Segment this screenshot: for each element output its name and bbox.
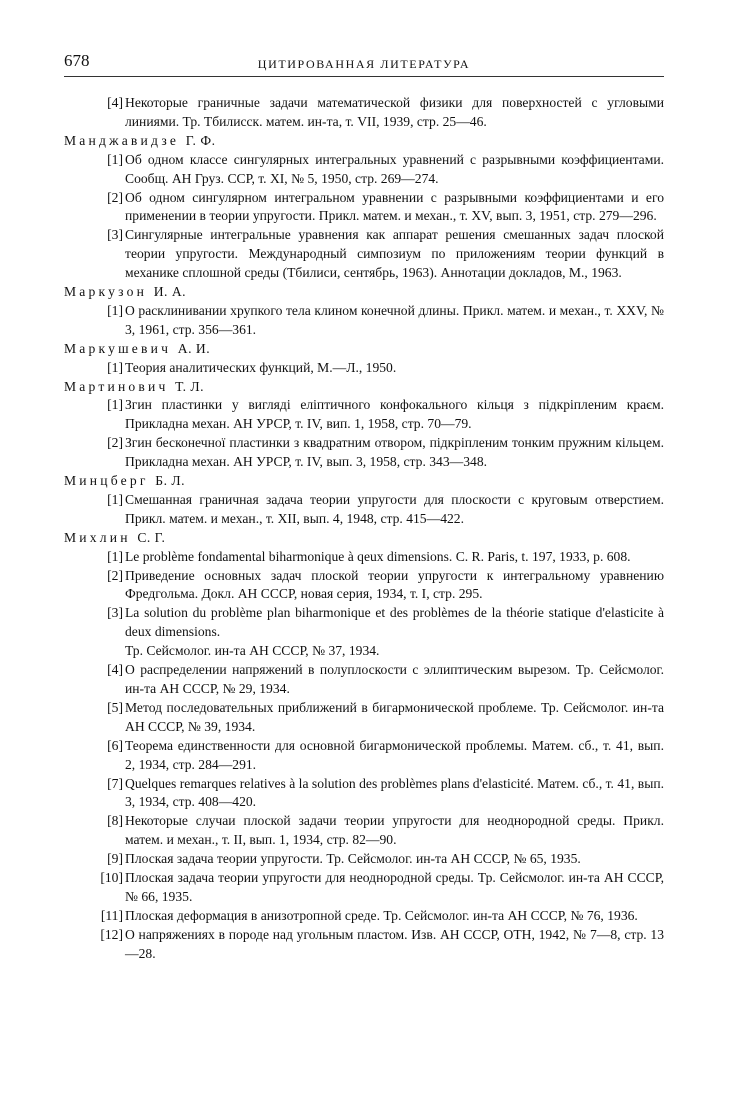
header-rule [64,76,664,77]
reference-item [64,434,664,472]
reference-number: [1] [107,151,123,167]
reference-text: Le problème fondamental biharmonique à qeux dimensions. C. R. Paris, t. 197, 1933, p. 608. [125,548,631,564]
reference-text: Смешанная граничная задача теории упругости для плоскости с круговым отверстием. Прикл. матем. и механ., т. XII, вып. 4, 1948, стр. 415—422. [125,491,664,526]
reference-text: О напряжениях в породе над угольным пластом. Изв. АН СССР, ОТН, 1942, № 7—8, стр. 13—28. [125,926,664,961]
author-initials: Т. Л. [175,378,205,394]
reference-item [64,491,664,529]
reference-item [64,661,664,699]
reference-number: [3] [107,605,123,621]
author-initials: Б. Л. [155,473,185,489]
reference-number: [1] [107,548,123,564]
reference-number: [10] [100,870,123,886]
author-heading [64,472,664,491]
reference-item [64,850,664,869]
author-surname: Михлин [64,529,131,545]
reference-item [64,151,664,189]
reference-text: Плоская деформация в анизотропной среде. Тр. Сейсмолог. ин-та АН СССР, № 76, 1936. [125,907,638,923]
reference-text: Теорема единственности для основной бигармонической проблемы. Матем. сб., т. 41, вып. 2, 1934, стр. 284—291. [125,737,664,772]
author-initials: Г. Ф. [185,132,216,148]
author-heading [64,340,664,359]
reference-text: Об одном классе сингулярных интегральных уравнений с разрывными коэффициентами. Сообщ. АН Груз. ССР, т. XI, № 5, 1950, стр. 269—274. [125,151,664,186]
reference-item [64,699,664,737]
reference-item [64,737,664,775]
reference-text: Плоская задача теории упругости. Тр. Сейсмолог. ин-та АН СССР, № 65, 1935. [125,851,581,867]
reference-item [64,869,664,907]
reference-number: [6] [107,737,123,753]
reference-text: Згин бесконечної пластинки з квадратним отвором, підкріпленим тонким пружним кільцем. Прикладна механ. АН УРСР, т. IV, вып. 3, 1958, стр. 343—348. [125,435,664,470]
reference-text: Приведение основных задач плоской теории упругости к интегральному уравнению Фредгольма. Докл. АН СССР, новая серия, 1934, т. I, стр. 295. [125,567,664,602]
reference-item [64,812,664,850]
reference-text: Некоторые случаи плоской задачи теории упругости для неоднородной среды. Прикл. матем. и механ., т. II, вып. 1, 1934, стр. 82—90. [125,813,664,848]
author-heading [64,529,664,548]
reference-text: Згин пластинки у вигляді еліптичного конфокального кільця з підкріпленим краєм. Прикладна механ. АН УРСР, т. IV, вип. 1, 1958, стр. 70—79. [125,397,664,432]
reference-text: Об одном сингулярном интегральном уравнении с разрывными коэффициентами и его применении в теории упругости. Прикл. матем. и механ., т. XV, вып. 3, 1951, стр. 279—296. [125,189,664,224]
author-heading [64,283,664,302]
author-heading [64,132,664,151]
author-surname: Маркушевич [64,340,172,356]
reference-text: Плоская задача теории упругости для неоднородной среды. Тр. Сейсмолог. ин-та АН СССР, № 66, 1935. [125,870,664,904]
reference-number: [2] [107,435,123,451]
reference-number: [2] [107,567,123,583]
reference-text-continuation: Тр. Сейсмолог. ин-та АН СССР, № 37, 1934. [125,643,380,659]
reference-item [64,359,664,378]
reference-item [64,226,664,283]
reference-item [64,189,664,227]
reference-item [64,775,664,813]
reference-text: О распределении напряжений в полуплоскости с эллиптическим вырезом. Тр. Сейсмолог. ин-та АН СССР, № 29, 1934. [125,662,664,696]
reference-text: Теория аналитических функций, М.—Л., 1950. [125,359,397,375]
author-surname: Мартинович [64,378,169,394]
running-title: ЦИТИРОВАННАЯ ЛИТЕРАТУРА [257,57,471,71]
reference-item [64,548,664,567]
reference-text: Сингулярные интегральные уравнения как аппарат решения смешанных задач плоской теории упругости. Международный симпозиум по приложениям теории функций в механике сплошной среды (Тбилиси, сентябрь, 1963). Аннотации докладов, М., 1963. [125,227,664,281]
reference-number: [7] [107,775,123,791]
reference-text: Quelques remarques relatives à la solution des problèmes plans d'elasticité. Матем. сб., т. 41, вып. 3, 1934, стр. 408—420. [125,775,664,810]
reference-number: [12] [100,926,123,942]
reference-item [64,302,664,340]
author-initials: И. А. [153,284,187,300]
reference-number: [11] [100,907,123,923]
author-surname: Минцберг [64,473,149,489]
reference-number: [1] [107,359,123,375]
reference-item [64,926,664,964]
reference-item [64,396,664,434]
reference-number: [2] [107,189,123,205]
reference-text: Некоторые граничные задачи математической физики для поверхностей с угловыми линиями. Тр. Тбилисск. матем. ин-та, т. VII, 1939, стр. 25—46. [125,95,664,129]
reference-number: [1] [107,491,123,507]
author-initials: С. Г. [137,529,166,545]
reference-list [64,94,664,964]
reference-number: [9] [107,851,123,867]
reference-text: La solution du problème plan biharmonique et des problèmes de la théorie statique d'elasticite à deux dimensions. [125,605,664,640]
reference-item [64,907,664,926]
reference-number: [1] [107,397,123,413]
author-heading [64,378,664,397]
reference-number: [4] [107,662,123,678]
reference-number: [1] [107,302,123,318]
reference-number: [3] [107,227,123,243]
author-surname: Манджавидзе [64,132,180,148]
reference-item [64,567,664,605]
reference-number: [8] [107,813,123,829]
reference-item [64,604,664,661]
reference-text: Метод последовательных приближений в бигармонической проблеме. Тр. Сейсмолог. ин-та АН СССР, № 39, 1934. [125,699,664,734]
author-initials: А. И. [177,340,211,356]
reference-number: [4] [107,95,123,110]
reference-text: О расклинивании хрупкого тела клином конечной длины. Прикл. матем. и механ., т. XXV, № 3, 1961, стр. 356—361. [125,302,664,337]
page-header [64,52,664,74]
reference-number: [5] [107,699,123,715]
reference-item [64,94,664,132]
page-number: 678 [64,51,90,70]
author-surname: Маркузон [64,284,148,300]
